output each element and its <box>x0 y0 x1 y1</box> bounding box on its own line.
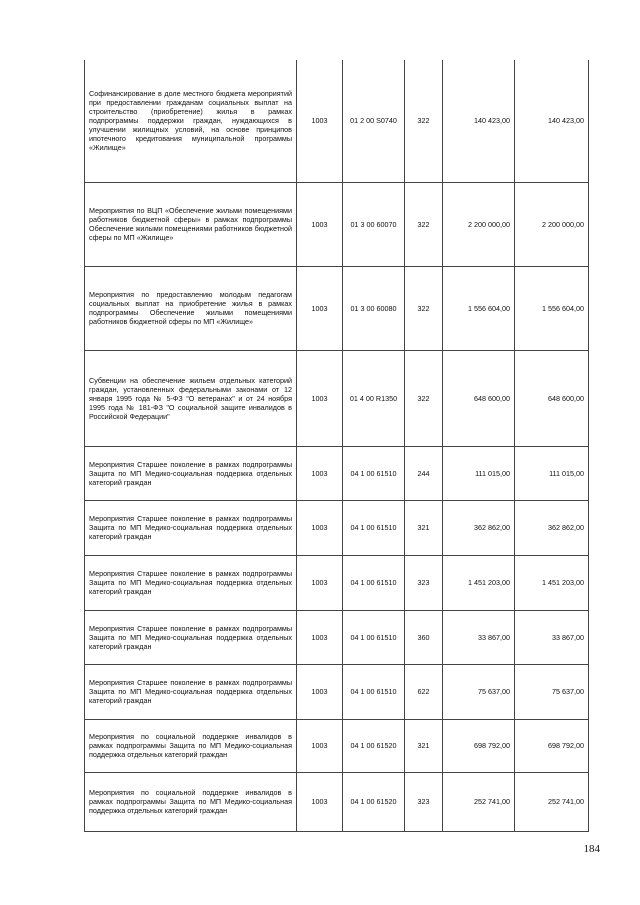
table-row <box>85 719 589 772</box>
row-section: 1003 <box>297 500 343 555</box>
budget-table-body <box>85 60 589 831</box>
table-row <box>85 664 589 719</box>
row-name: Мероприятия по предоставлению молодым педагогам социальных выплат на приобретение жилья в рамках подпрограммы Обеспечение жилыми помещениями работников бюджетной сферы по МП «Жилище» <box>85 266 297 350</box>
table-row <box>85 555 589 610</box>
row-section: 1003 <box>297 60 343 182</box>
row-name: Мероприятия по социальной поддержке инвалидов в рамках подпрограммы Защита по МП Медико-социальная поддержка отдельных категорий граждан <box>85 719 297 772</box>
row-amount-1: 1 556 604,00 <box>443 266 515 350</box>
table-row <box>85 610 589 664</box>
row-expense-type: 322 <box>405 350 443 446</box>
row-amount-2: 1 451 203,00 <box>515 555 589 610</box>
row-target-article: 04 1 00 61520 <box>343 772 405 831</box>
row-expense-type: 244 <box>405 446 443 500</box>
row-name: Субвенции на обеспечение жильем отдельных категорий граждан, установленных федеральными законами от 12 января 1995 года № 5-ФЗ "О ветеранах" и от 24 ноября 1995 года № 181-ФЗ "О социальной защите инвалидов в Российской Федерации" <box>85 350 297 446</box>
row-expense-type: 321 <box>405 500 443 555</box>
row-expense-type: 323 <box>405 772 443 831</box>
row-target-article: 01 2 00 S0740 <box>343 60 405 182</box>
table-row <box>85 772 589 831</box>
row-target-article: 04 1 00 61510 <box>343 610 405 664</box>
row-section: 1003 <box>297 664 343 719</box>
row-name: Мероприятия Старшее поколение в рамках подпрограммы Защита по МП Медико-социальная поддержка отдельных категорий граждан <box>85 664 297 719</box>
row-amount-2: 111 015,00 <box>515 446 589 500</box>
row-amount-2: 362 862,00 <box>515 500 589 555</box>
row-name: Мероприятия Старшее поколение в рамках подпрограммы Защита по МП Медико-социальная поддержка отдельных категорий граждан <box>85 555 297 610</box>
row-section: 1003 <box>297 182 343 266</box>
row-expense-type: 323 <box>405 555 443 610</box>
row-amount-2: 698 792,00 <box>515 719 589 772</box>
row-amount-1: 75 637,00 <box>443 664 515 719</box>
row-amount-1: 648 600,00 <box>443 350 515 446</box>
row-expense-type: 622 <box>405 664 443 719</box>
row-amount-2: 252 741,00 <box>515 772 589 831</box>
row-amount-1: 1 451 203,00 <box>443 555 515 610</box>
row-amount-1: 2 200 000,00 <box>443 182 515 266</box>
row-amount-1: 698 792,00 <box>443 719 515 772</box>
row-section: 1003 <box>297 266 343 350</box>
row-expense-type: 322 <box>405 182 443 266</box>
row-expense-type: 322 <box>405 60 443 182</box>
row-expense-type: 360 <box>405 610 443 664</box>
row-amount-1: 111 015,00 <box>443 446 515 500</box>
row-target-article: 04 1 00 61510 <box>343 500 405 555</box>
row-target-article: 04 1 00 61510 <box>343 446 405 500</box>
row-amount-2: 2 200 000,00 <box>515 182 589 266</box>
row-target-article: 04 1 00 61510 <box>343 555 405 610</box>
row-section: 1003 <box>297 719 343 772</box>
row-name: Мероприятия Старшее поколение в рамках подпрограммы Защита по МП Медико-социальная поддержка отдельных категорий граждан <box>85 500 297 555</box>
row-name: Мероприятия по социальной поддержке инвалидов в рамках подпрограммы Защита по МП Медико-социальная поддержка отдельных категорий граждан <box>85 772 297 831</box>
row-name: Софинансирование в доле местного бюджета мероприятий при предоставлении гражданам социальных выплат на строительство (приобретение) жилья в рамках подпрограммы поддержки граждан, нуждающихся в улучшении жилищных условий, на основе принципов ипотечного кредитования муниципальной программы «Жилище» <box>85 60 297 182</box>
table-row <box>85 446 589 500</box>
table-row <box>85 182 589 266</box>
table-row <box>85 500 589 555</box>
row-name: Мероприятия Старшее поколение в рамках подпрограммы Защита по МП Медико-социальная поддержка отдельных категорий граждан <box>85 610 297 664</box>
row-amount-1: 33 867,00 <box>443 610 515 664</box>
row-amount-2: 1 556 604,00 <box>515 266 589 350</box>
row-amount-1: 362 862,00 <box>443 500 515 555</box>
row-target-article: 04 1 00 61510 <box>343 664 405 719</box>
table-row <box>85 350 589 446</box>
row-target-article: 01 3 00 60070 <box>343 182 405 266</box>
row-target-article: 01 3 00 60080 <box>343 266 405 350</box>
row-amount-2: 140 423,00 <box>515 60 589 182</box>
row-name: Мероприятия Старшее поколение в рамках подпрограммы Защита по МП Медико-социальная поддержка отдельных категорий граждан <box>85 446 297 500</box>
row-amount-1: 140 423,00 <box>443 60 515 182</box>
budget-table <box>84 60 589 832</box>
row-target-article: 04 1 00 61520 <box>343 719 405 772</box>
row-name: Мероприятия по ВЦП «Обеспечение жильми помещениями работников бюджетной сферы» в рамках подпрограммы Обеспечение жилыми помещениями работников бюджетной сферы по МП «Жилище» <box>85 182 297 266</box>
row-section: 1003 <box>297 772 343 831</box>
row-amount-2: 648 600,00 <box>515 350 589 446</box>
row-section: 1003 <box>297 350 343 446</box>
row-amount-1: 252 741,00 <box>443 772 515 831</box>
table-row <box>85 266 589 350</box>
row-section: 1003 <box>297 610 343 664</box>
row-target-article: 01 4 00 R1350 <box>343 350 405 446</box>
row-expense-type: 321 <box>405 719 443 772</box>
row-amount-2: 75 637,00 <box>515 664 589 719</box>
table-row <box>85 60 589 182</box>
page-number: 184 <box>583 843 600 855</box>
row-section: 1003 <box>297 446 343 500</box>
row-amount-2: 33 867,00 <box>515 610 589 664</box>
row-section: 1003 <box>297 555 343 610</box>
row-expense-type: 322 <box>405 266 443 350</box>
